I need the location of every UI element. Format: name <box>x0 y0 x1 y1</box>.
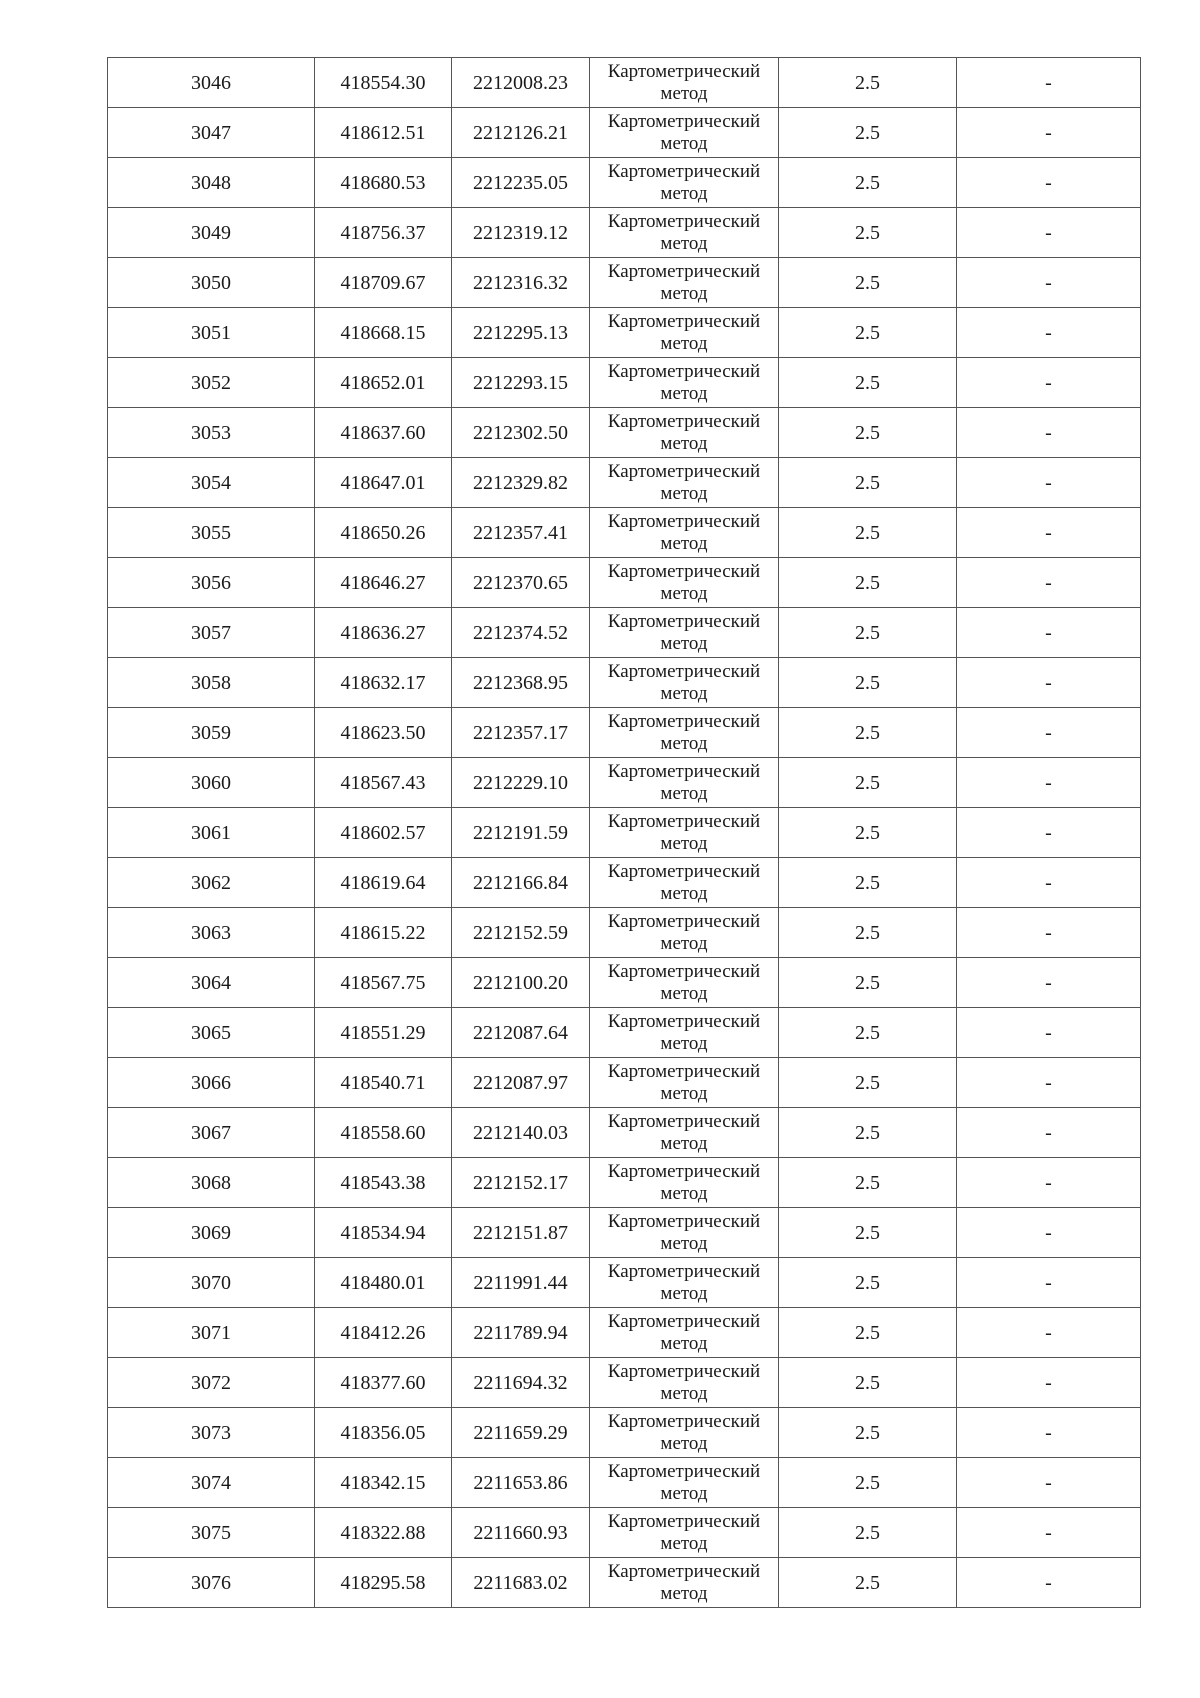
method-cell <box>590 758 779 808</box>
coordinate-x-cell: 418612.51 <box>315 108 452 158</box>
point-number-cell: 3046 <box>108 58 315 108</box>
method-line-2: метод <box>660 532 708 554</box>
method-cell <box>590 58 779 108</box>
method-cell <box>590 1508 779 1558</box>
coordinate-y-cell: 2212368.95 <box>452 658 590 708</box>
point-number-cell: 3060 <box>108 758 315 808</box>
coordinate-x-cell: 418709.67 <box>315 258 452 308</box>
method-line-1: Картометрический <box>607 460 761 482</box>
coordinate-x-cell: 418756.37 <box>315 208 452 258</box>
coordinate-y-cell: 2212370.65 <box>452 558 590 608</box>
note-cell: - <box>957 558 1141 608</box>
coordinate-y-cell: 2211991.44 <box>452 1258 590 1308</box>
point-number-cell: 3052 <box>108 358 315 408</box>
coordinate-x-cell: 418652.01 <box>315 358 452 408</box>
point-number-cell: 3071 <box>108 1308 315 1358</box>
note-cell: - <box>957 1258 1141 1308</box>
coordinate-y-cell: 2212229.10 <box>452 758 590 808</box>
method-line-2: метод <box>660 82 708 104</box>
accuracy-cell: 2.5 <box>779 158 957 208</box>
method-cell <box>590 1158 779 1208</box>
accuracy-cell: 2.5 <box>779 358 957 408</box>
note-cell: - <box>957 1008 1141 1058</box>
method-cell <box>590 1008 779 1058</box>
point-number-cell: 3055 <box>108 508 315 558</box>
point-number-cell: 3054 <box>108 458 315 508</box>
accuracy-cell: 2.5 <box>779 1208 957 1258</box>
point-number-cell: 3061 <box>108 808 315 858</box>
coordinate-x-cell: 418632.17 <box>315 658 452 708</box>
coordinate-y-cell: 2211659.29 <box>452 1408 590 1458</box>
accuracy-cell: 2.5 <box>779 658 957 708</box>
method-line-2: метод <box>660 1032 708 1054</box>
coordinate-y-cell: 2212316.32 <box>452 258 590 308</box>
note-cell: - <box>957 408 1141 458</box>
accuracy-cell: 2.5 <box>779 308 957 358</box>
coordinate-x-cell: 418636.27 <box>315 608 452 658</box>
table-row <box>108 808 1141 858</box>
table-row <box>108 158 1141 208</box>
accuracy-cell: 2.5 <box>779 1408 957 1458</box>
method-line-2: метод <box>660 1532 708 1554</box>
method-cell <box>590 208 779 258</box>
point-number-cell: 3051 <box>108 308 315 358</box>
method-cell <box>590 1058 779 1108</box>
method-cell <box>590 1108 779 1158</box>
accuracy-cell: 2.5 <box>779 958 957 1008</box>
accuracy-cell: 2.5 <box>779 58 957 108</box>
accuracy-cell: 2.5 <box>779 108 957 158</box>
point-number-cell: 3056 <box>108 558 315 608</box>
method-cell <box>590 308 779 358</box>
method-line-2: метод <box>660 232 708 254</box>
method-cell <box>590 658 779 708</box>
coordinate-x-cell: 418540.71 <box>315 1058 452 1108</box>
coordinate-y-cell: 2212087.97 <box>452 1058 590 1108</box>
note-cell: - <box>957 1558 1141 1608</box>
accuracy-cell: 2.5 <box>779 1508 957 1558</box>
table-row <box>108 758 1141 808</box>
note-cell: - <box>957 1408 1141 1458</box>
method-line-2: метод <box>660 1082 708 1104</box>
method-line-1: Картометрический <box>607 310 761 332</box>
method-line-1: Картометрический <box>607 360 761 382</box>
note-cell: - <box>957 1358 1141 1408</box>
coordinate-x-cell: 418647.01 <box>315 458 452 508</box>
method-line-2: метод <box>660 1332 708 1354</box>
table-row <box>108 1158 1141 1208</box>
coordinate-y-cell: 2212293.15 <box>452 358 590 408</box>
method-cell <box>590 808 779 858</box>
accuracy-cell: 2.5 <box>779 408 957 458</box>
method-line-1: Картометрический <box>607 710 761 732</box>
coordinate-y-cell: 2212357.41 <box>452 508 590 558</box>
point-number-cell: 3073 <box>108 1408 315 1458</box>
table-row <box>108 208 1141 258</box>
note-cell: - <box>957 308 1141 358</box>
method-cell <box>590 1458 779 1508</box>
table-row <box>108 708 1141 758</box>
coordinate-y-cell: 2212087.64 <box>452 1008 590 1058</box>
point-number-cell: 3048 <box>108 158 315 208</box>
method-line-1: Картометрический <box>607 560 761 582</box>
note-cell: - <box>957 858 1141 908</box>
accuracy-cell: 2.5 <box>779 258 957 308</box>
coordinate-y-cell: 2212374.52 <box>452 608 590 658</box>
coordinate-y-cell: 2211789.94 <box>452 1308 590 1358</box>
table-row <box>108 858 1141 908</box>
method-line-2: метод <box>660 182 708 204</box>
table-row <box>108 1508 1141 1558</box>
coordinate-x-cell: 418623.50 <box>315 708 452 758</box>
point-number-cell: 3059 <box>108 708 315 758</box>
method-cell <box>590 1258 779 1308</box>
accuracy-cell: 2.5 <box>779 858 957 908</box>
method-cell <box>590 1558 779 1608</box>
method-line-1: Картометрический <box>607 610 761 632</box>
table-row <box>108 358 1141 408</box>
table-row <box>108 1358 1141 1408</box>
accuracy-cell: 2.5 <box>779 1008 957 1058</box>
method-cell <box>590 408 779 458</box>
method-cell <box>590 958 779 1008</box>
table-row <box>108 1558 1141 1608</box>
method-line-1: Картометрический <box>607 1160 761 1182</box>
method-line-2: метод <box>660 982 708 1004</box>
method-line-1: Картометрический <box>607 1110 761 1132</box>
accuracy-cell: 2.5 <box>779 808 957 858</box>
coordinate-y-cell: 2212295.13 <box>452 308 590 358</box>
method-line-1: Картометрический <box>607 910 761 932</box>
table-row <box>108 1008 1141 1058</box>
method-line-2: метод <box>660 1232 708 1254</box>
method-line-1: Картометрический <box>607 1560 761 1582</box>
method-line-2: метод <box>660 932 708 954</box>
method-line-2: метод <box>660 882 708 904</box>
coordinate-x-cell: 418567.43 <box>315 758 452 808</box>
coordinate-y-cell: 2212319.12 <box>452 208 590 258</box>
method-cell <box>590 108 779 158</box>
note-cell: - <box>957 1458 1141 1508</box>
note-cell: - <box>957 358 1141 408</box>
table-row <box>108 1308 1141 1358</box>
table-row <box>108 1108 1141 1158</box>
coordinate-y-cell: 2212100.20 <box>452 958 590 1008</box>
method-cell <box>590 1358 779 1408</box>
coordinate-y-cell: 2212191.59 <box>452 808 590 858</box>
method-line-2: метод <box>660 632 708 654</box>
table-row <box>108 458 1141 508</box>
note-cell: - <box>957 258 1141 308</box>
point-number-cell: 3072 <box>108 1358 315 1408</box>
method-line-1: Картометрический <box>607 1310 761 1332</box>
method-cell <box>590 608 779 658</box>
note-cell: - <box>957 1108 1141 1158</box>
coordinate-x-cell: 418602.57 <box>315 808 452 858</box>
accuracy-cell: 2.5 <box>779 1108 957 1158</box>
method-cell <box>590 458 779 508</box>
point-number-cell: 3069 <box>108 1208 315 1258</box>
coordinate-y-cell: 2211683.02 <box>452 1558 590 1608</box>
table-row <box>108 58 1141 108</box>
method-cell <box>590 1408 779 1458</box>
point-number-cell: 3076 <box>108 1558 315 1608</box>
table-row <box>108 1208 1141 1258</box>
point-number-cell: 3053 <box>108 408 315 458</box>
table-row <box>108 558 1141 608</box>
coordinate-x-cell: 418543.38 <box>315 1158 452 1208</box>
coordinate-y-cell: 2212126.21 <box>452 108 590 158</box>
method-line-2: метод <box>660 482 708 504</box>
coordinate-y-cell: 2212166.84 <box>452 858 590 908</box>
note-cell: - <box>957 208 1141 258</box>
method-line-2: метод <box>660 1282 708 1304</box>
point-number-cell: 3068 <box>108 1158 315 1208</box>
note-cell: - <box>957 1308 1141 1358</box>
table-row <box>108 1258 1141 1308</box>
table-row <box>108 658 1141 708</box>
coordinate-y-cell: 2212152.17 <box>452 1158 590 1208</box>
note-cell: - <box>957 1158 1141 1208</box>
method-line-1: Картометрический <box>607 860 761 882</box>
accuracy-cell: 2.5 <box>779 558 957 608</box>
accuracy-cell: 2.5 <box>779 208 957 258</box>
table-row <box>108 1058 1141 1108</box>
point-number-cell: 3050 <box>108 258 315 308</box>
accuracy-cell: 2.5 <box>779 1258 957 1308</box>
coordinate-y-cell: 2212152.59 <box>452 908 590 958</box>
method-line-2: метод <box>660 1432 708 1454</box>
table-row <box>108 958 1141 1008</box>
accuracy-cell: 2.5 <box>779 908 957 958</box>
table-row <box>108 308 1141 358</box>
coordinate-x-cell: 418650.26 <box>315 508 452 558</box>
note-cell: - <box>957 608 1141 658</box>
point-number-cell: 3049 <box>108 208 315 258</box>
note-cell: - <box>957 458 1141 508</box>
coordinate-y-cell: 2212329.82 <box>452 458 590 508</box>
table-row <box>108 1458 1141 1508</box>
note-cell: - <box>957 58 1141 108</box>
method-line-1: Картометрический <box>607 60 761 82</box>
accuracy-cell: 2.5 <box>779 1158 957 1208</box>
method-line-1: Картометрический <box>607 1410 761 1432</box>
note-cell: - <box>957 658 1141 708</box>
note-cell: - <box>957 158 1141 208</box>
table-row <box>108 908 1141 958</box>
method-cell <box>590 908 779 958</box>
method-cell <box>590 558 779 608</box>
coordinate-x-cell: 418342.15 <box>315 1458 452 1508</box>
method-line-2: метод <box>660 582 708 604</box>
method-cell <box>590 708 779 758</box>
method-line-2: метод <box>660 782 708 804</box>
note-cell: - <box>957 508 1141 558</box>
accuracy-cell: 2.5 <box>779 758 957 808</box>
method-line-1: Картометрический <box>607 260 761 282</box>
method-line-2: метод <box>660 332 708 354</box>
point-number-cell: 3067 <box>108 1108 315 1158</box>
method-line-1: Картометрический <box>607 810 761 832</box>
method-line-2: метод <box>660 132 708 154</box>
coordinate-y-cell: 2212302.50 <box>452 408 590 458</box>
method-line-2: метод <box>660 282 708 304</box>
method-line-2: метод <box>660 1482 708 1504</box>
accuracy-cell: 2.5 <box>779 708 957 758</box>
coordinate-x-cell: 418480.01 <box>315 1258 452 1308</box>
accuracy-cell: 2.5 <box>779 1058 957 1108</box>
coordinate-y-cell: 2212357.17 <box>452 708 590 758</box>
table-row <box>108 258 1141 308</box>
coordinate-y-cell: 2212008.23 <box>452 58 590 108</box>
note-cell: - <box>957 1208 1141 1258</box>
method-line-1: Картометрический <box>607 960 761 982</box>
accuracy-cell: 2.5 <box>779 608 957 658</box>
point-number-cell: 3075 <box>108 1508 315 1558</box>
method-cell <box>590 158 779 208</box>
method-line-2: метод <box>660 432 708 454</box>
coordinate-y-cell: 2212235.05 <box>452 158 590 208</box>
note-cell: - <box>957 958 1141 1008</box>
note-cell: - <box>957 808 1141 858</box>
point-number-cell: 3058 <box>108 658 315 708</box>
coordinate-y-cell: 2212140.03 <box>452 1108 590 1158</box>
note-cell: - <box>957 908 1141 958</box>
method-line-2: метод <box>660 682 708 704</box>
coordinate-x-cell: 418646.27 <box>315 558 452 608</box>
coordinate-x-cell: 418551.29 <box>315 1008 452 1058</box>
method-line-2: метод <box>660 382 708 404</box>
method-line-1: Картометрический <box>607 1360 761 1382</box>
point-number-cell: 3074 <box>108 1458 315 1508</box>
method-cell <box>590 358 779 408</box>
coordinate-x-cell: 418377.60 <box>315 1358 452 1408</box>
method-cell <box>590 1208 779 1258</box>
coordinates-table-body <box>108 58 1141 1608</box>
method-line-2: метод <box>660 732 708 754</box>
coordinate-x-cell: 418554.30 <box>315 58 452 108</box>
coordinate-x-cell: 418619.64 <box>315 858 452 908</box>
coordinate-y-cell: 2211694.32 <box>452 1358 590 1408</box>
method-line-1: Картометрический <box>607 510 761 532</box>
method-line-1: Картометрический <box>607 160 761 182</box>
table-row <box>108 608 1141 658</box>
method-line-1: Картометрический <box>607 1260 761 1282</box>
table-row <box>108 508 1141 558</box>
method-cell <box>590 858 779 908</box>
point-number-cell: 3070 <box>108 1258 315 1308</box>
point-number-cell: 3062 <box>108 858 315 908</box>
point-number-cell: 3065 <box>108 1008 315 1058</box>
coordinate-x-cell: 418615.22 <box>315 908 452 958</box>
method-line-1: Картометрический <box>607 110 761 132</box>
method-line-1: Картометрический <box>607 1060 761 1082</box>
accuracy-cell: 2.5 <box>779 1558 957 1608</box>
coordinate-y-cell: 2212151.87 <box>452 1208 590 1258</box>
table-row <box>108 108 1141 158</box>
coordinate-x-cell: 418680.53 <box>315 158 452 208</box>
accuracy-cell: 2.5 <box>779 1358 957 1408</box>
method-line-1: Картометрический <box>607 410 761 432</box>
method-line-2: метод <box>660 1582 708 1604</box>
method-line-2: метод <box>660 1132 708 1154</box>
coordinates-table <box>107 57 1141 1608</box>
method-cell <box>590 508 779 558</box>
coordinate-x-cell: 418637.60 <box>315 408 452 458</box>
method-cell <box>590 258 779 308</box>
coordinate-y-cell: 2211653.86 <box>452 1458 590 1508</box>
point-number-cell: 3066 <box>108 1058 315 1108</box>
point-number-cell: 3064 <box>108 958 315 1008</box>
method-line-1: Картометрический <box>607 1210 761 1232</box>
method-line-1: Картометрический <box>607 760 761 782</box>
coordinate-x-cell: 418668.15 <box>315 308 452 358</box>
coordinate-x-cell: 418412.26 <box>315 1308 452 1358</box>
method-line-1: Картометрический <box>607 1460 761 1482</box>
coordinate-x-cell: 418295.58 <box>315 1558 452 1608</box>
note-cell: - <box>957 108 1141 158</box>
method-line-2: метод <box>660 1182 708 1204</box>
accuracy-cell: 2.5 <box>779 458 957 508</box>
coordinate-x-cell: 418567.75 <box>315 958 452 1008</box>
method-cell <box>590 1308 779 1358</box>
accuracy-cell: 2.5 <box>779 1458 957 1508</box>
note-cell: - <box>957 758 1141 808</box>
method-line-1: Картометрический <box>607 1510 761 1532</box>
table-row <box>108 408 1141 458</box>
method-line-1: Картометрический <box>607 1010 761 1032</box>
method-line-2: метод <box>660 1382 708 1404</box>
coordinate-x-cell: 418534.94 <box>315 1208 452 1258</box>
coordinate-y-cell: 2211660.93 <box>452 1508 590 1558</box>
method-line-1: Картометрический <box>607 660 761 682</box>
note-cell: - <box>957 708 1141 758</box>
method-line-2: метод <box>660 832 708 854</box>
accuracy-cell: 2.5 <box>779 1308 957 1358</box>
coordinate-x-cell: 418558.60 <box>315 1108 452 1158</box>
coordinate-x-cell: 418356.05 <box>315 1408 452 1458</box>
note-cell: - <box>957 1508 1141 1558</box>
accuracy-cell: 2.5 <box>779 508 957 558</box>
point-number-cell: 3057 <box>108 608 315 658</box>
coordinate-x-cell: 418322.88 <box>315 1508 452 1558</box>
method-line-1: Картометрический <box>607 210 761 232</box>
table-row <box>108 1408 1141 1458</box>
point-number-cell: 3047 <box>108 108 315 158</box>
point-number-cell: 3063 <box>108 908 315 958</box>
note-cell: - <box>957 1058 1141 1108</box>
